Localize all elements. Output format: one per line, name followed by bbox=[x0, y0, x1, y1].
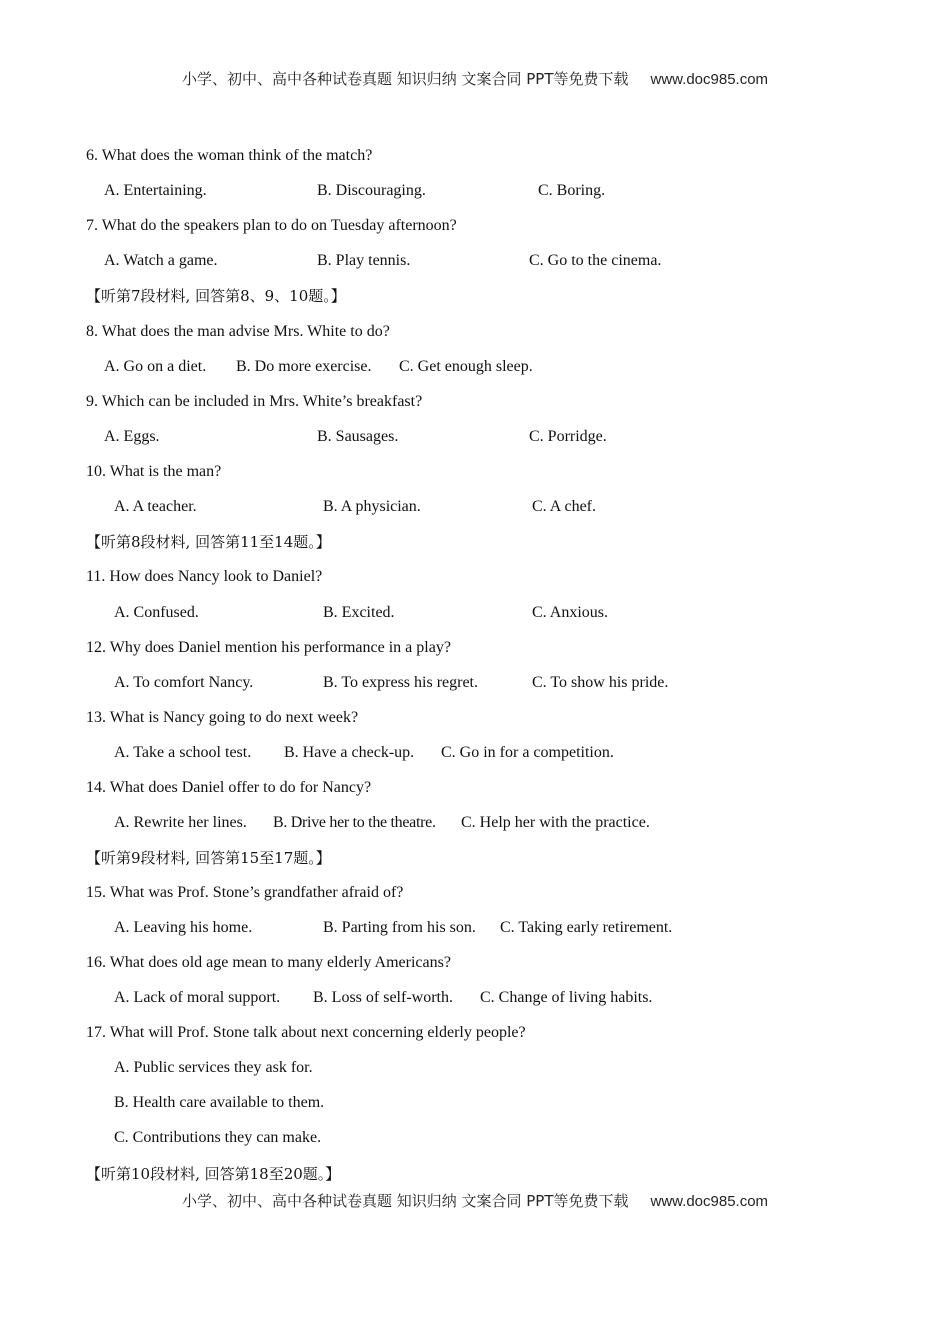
option-b: B. Excited. bbox=[323, 604, 395, 621]
section-heading-8: 【听第8段材料, 回答第11至14题。】 bbox=[86, 533, 331, 551]
option-c: C. A chef. bbox=[532, 498, 596, 515]
question-17-option-a: A. Public services they ask for. bbox=[114, 1059, 313, 1076]
option-a: A. Entertaining. bbox=[104, 182, 207, 199]
question-17-option-c: C. Contributions they can make. bbox=[114, 1129, 322, 1146]
question-10: 10. What is the man? bbox=[86, 463, 222, 480]
option-c: C. Boring. bbox=[538, 182, 606, 199]
option-b: B. Play tennis. bbox=[317, 252, 411, 269]
option-a: A. Eggs. bbox=[104, 428, 160, 445]
option-b: B. Loss of self-worth. bbox=[313, 989, 453, 1006]
page-header bbox=[0, 68, 950, 89]
option-b: B. Do more exercise. bbox=[236, 358, 372, 375]
option-a: A. Lack of moral support. bbox=[114, 989, 281, 1006]
question-8: 8. What does the man advise Mrs. White to do? bbox=[86, 323, 390, 340]
option-c: C. Anxious. bbox=[532, 604, 609, 621]
option-a: A. Take a school test. bbox=[114, 744, 252, 761]
question-12: 12. Why does Daniel mention his performance in a play? bbox=[86, 639, 451, 656]
option-a: A. Go on a diet. bbox=[104, 358, 207, 375]
option-b: B. Sausages. bbox=[317, 428, 399, 445]
option-a: A. To comfort Nancy. bbox=[114, 674, 254, 691]
option-a: A. Leaving his home. bbox=[114, 919, 253, 936]
header-url[interactable]: www.doc985.com bbox=[650, 71, 769, 88]
option-a: A. Watch a game. bbox=[104, 252, 218, 269]
section-heading-10: 【听第10段材料, 回答第18至20题。】 bbox=[86, 1165, 341, 1183]
page-footer bbox=[0, 1190, 950, 1211]
question-9: 9. Which can be included in Mrs. White’s breakfast? bbox=[86, 393, 423, 410]
option-c: C. Taking early retirement. bbox=[500, 919, 673, 936]
section-heading-7: 【听第7段材料, 回答第8、9、10题。】 bbox=[86, 287, 346, 305]
option-a: A. Confused. bbox=[114, 604, 199, 621]
header-text: 小学、初中、高中各种试卷真题 知识归纳 文案合同 PPT等免费下载 bbox=[181, 70, 629, 88]
option-a: A. Rewrite her lines. bbox=[114, 814, 247, 831]
option-c: C. To show his pride. bbox=[532, 674, 669, 691]
option-b: B. Parting from his son. bbox=[323, 919, 476, 936]
question-6: 6. What does the woman think of the match? bbox=[86, 147, 373, 164]
option-b: B. Have a check-up. bbox=[284, 744, 415, 761]
option-c: C. Go in for a competition. bbox=[441, 744, 614, 761]
option-c: C. Change of living habits. bbox=[480, 989, 653, 1006]
question-17-option-b: B. Health care available to them. bbox=[114, 1094, 325, 1111]
option-b: B. Discouraging. bbox=[317, 182, 426, 199]
option-b: B. To express his regret. bbox=[323, 674, 478, 691]
section-heading-9: 【听第9段材料, 回答第15至17题。】 bbox=[86, 849, 331, 867]
question-16: 16. What does old age mean to many elderly Americans? bbox=[86, 954, 451, 971]
option-c: C. Go to the cinema. bbox=[529, 252, 662, 269]
option-c: C. Get enough sleep. bbox=[399, 358, 533, 375]
option-b: B. Drive her to the theatre. bbox=[273, 814, 436, 831]
question-17: 17. What will Prof. Stone talk about next concerning elderly people? bbox=[86, 1024, 526, 1041]
option-c: C. Porridge. bbox=[529, 428, 607, 445]
footer-text: 小学、初中、高中各种试卷真题 知识归纳 文案合同 PPT等免费下载 bbox=[181, 1192, 629, 1210]
option-b: B. A physician. bbox=[323, 498, 421, 515]
question-11: 11. How does Nancy look to Daniel? bbox=[86, 568, 323, 585]
footer-url[interactable]: www.doc985.com bbox=[650, 1193, 769, 1210]
question-7: 7. What do the speakers plan to do on Tuesday afternoon? bbox=[86, 217, 457, 234]
option-c: C. Help her with the practice. bbox=[461, 814, 650, 831]
question-14: 14. What does Daniel offer to do for Nancy? bbox=[86, 779, 372, 796]
option-a: A. A teacher. bbox=[114, 498, 197, 515]
question-13: 13. What is Nancy going to do next week? bbox=[86, 709, 359, 726]
question-15: 15. What was Prof. Stone’s grandfather afraid of? bbox=[86, 884, 404, 901]
